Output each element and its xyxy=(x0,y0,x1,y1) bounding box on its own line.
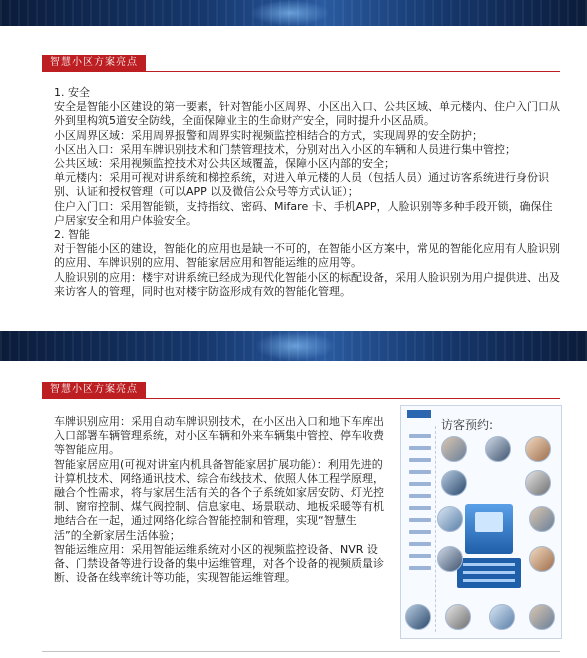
photo-icon xyxy=(525,436,551,462)
section-title-tag: 智慧小区方案亮点 xyxy=(42,382,146,398)
illustration-sidebar xyxy=(405,426,436,632)
photo-icon xyxy=(525,470,551,496)
paragraph: 小区出入口：采用车牌识别技术和门禁管理技术，分别对出入小区的车辆和人员进行集中管控； xyxy=(54,142,516,156)
heading-safety: 1. 安全 xyxy=(54,86,90,99)
photo-icon xyxy=(529,546,555,572)
photo-icon xyxy=(441,436,467,462)
bottom-rule xyxy=(42,651,560,652)
photo-icon xyxy=(441,470,467,496)
paragraph: 车牌识别应用：采用自动车牌识别技术，在小区出入口和地下车库出入口部署车辆管理系统，对小区车辆和外来车辆集中管控、停车收费等智能应用。 xyxy=(54,415,384,457)
photo-icon xyxy=(529,506,555,532)
section-1-text xyxy=(54,86,560,299)
paragraph: 小区周界区域：采用周界报警和周界实时视频监控相结合的方式，实现周界的安全防护； xyxy=(54,128,483,142)
paragraph: 智能运维应用：采用智能运维系统对小区的视频监控设备、NVR 设备、门禁设备等进行设备的集中运维管理，对各个设备的视频质量诊断、设备在线率统计等功能，实现智能运维管理。 xyxy=(54,542,384,585)
section-title-rule xyxy=(42,398,560,399)
top-banner xyxy=(0,0,587,26)
paragraph: 单元楼内：采用可视对讲系统和梯控系统，对进入单元楼的人员（包括人员）通过访客系统进行身份识别、认证和授权管理（可以APP 以及微信公众号等方式认证）； xyxy=(54,171,549,199)
photo-icon xyxy=(485,436,511,462)
section-title-rule xyxy=(42,71,560,72)
photo-icon xyxy=(437,506,463,532)
paragraph: 安全是智能小区建设的第一要素，针对智能小区周界、小区出入口、公共区域、单元楼内、住户入门口从外到里构筑5道安全防线，全面保障业主的生命财产安全，同时提升小区品质。 xyxy=(54,100,560,128)
photo-icon xyxy=(489,604,515,630)
paragraph: 人脸识别的应用：楼宇对讲系统已经成为现代化智能小区的标配设备，采用人脸识别为用户提供进、出及来访客人的管理，同时也对楼宇防盗形成有效的智能化管理。 xyxy=(54,270,560,298)
photo-icon xyxy=(445,604,471,630)
photo-icon xyxy=(437,546,463,572)
gallery-title: 访客预约: xyxy=(441,418,494,432)
section-2-text xyxy=(54,415,384,585)
logo xyxy=(407,410,431,418)
paragraph: 对于智能小区的建设，智能化的应用也是缺一不可的，在智能小区方案中，常见的智能化应用有人脸识别的应用、车牌识别的应用、智能家居应用和智能运维的应用等。 xyxy=(54,242,560,270)
system-hub-label xyxy=(457,558,521,588)
photo-icon xyxy=(529,604,555,630)
system-hub-icon xyxy=(465,504,513,554)
paragraph: 智能家居应用(可视对讲室内机具备智能家居扩展功能）：利用先进的计算机技术、网络通讯技术、综合布线技术、依照人体工程学原理，融合个性需求，将与家居生活有关的各个子系统如家居安防、灯光控制、窗帘控制、煤气阀控制、信息家电、场景联动、地板采暖等有机地结合在一起，通过网络化综合智能控制和管理，实现“智慧生活”的全新家居生活体验； xyxy=(54,457,384,542)
middle-banner xyxy=(0,331,587,361)
visitor-appointment-illustration xyxy=(400,405,562,639)
photo-icon xyxy=(405,604,431,630)
paragraph: 公共区域：采用视频监控技术对公共区域覆盖，保障小区内部的安全； xyxy=(54,157,395,171)
heading-smart: 2. 智能 xyxy=(54,228,90,242)
section-title-tag: 智慧小区方案亮点 xyxy=(42,55,146,71)
paragraph: 住户入门口：采用智能锁，支持指纹、密码、Mifare 卡、手机APP，人脸识别等多种手段开锁，确保住户居家安全和用户体验安全。 xyxy=(54,199,553,227)
